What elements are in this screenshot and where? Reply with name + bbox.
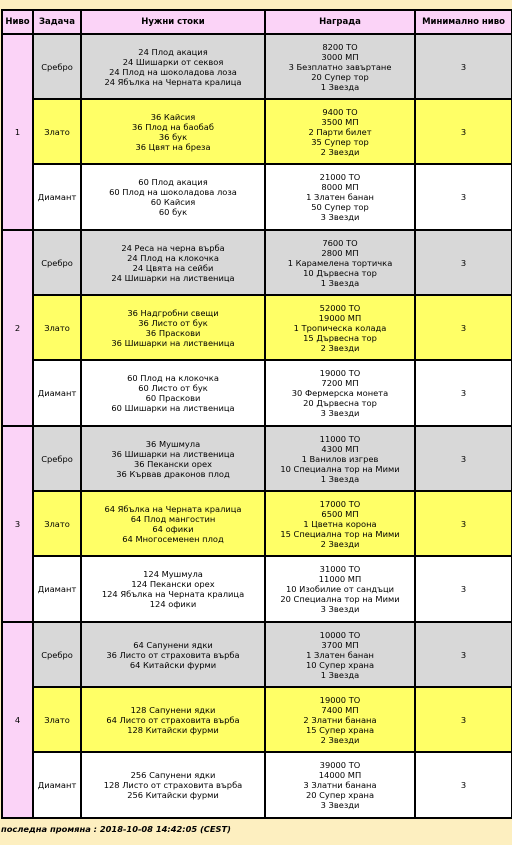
level-cell: 4 [2, 622, 33, 818]
goods-cell [81, 752, 265, 818]
reward-line: 9400 ТО [322, 106, 358, 117]
reward-cell [265, 99, 415, 164]
goods-line: 60 Праскови [145, 393, 201, 403]
goods-line: 128 Сапунени ядки [130, 704, 216, 715]
reward-cell [265, 556, 415, 622]
reward-line: 15 Специална тор на Мими [280, 528, 400, 539]
reward-line: 20 Специална тор на Мими [280, 594, 400, 604]
min-level-cell: 3 [415, 34, 512, 99]
reward-cell [265, 34, 415, 99]
goods-line: 24 Плод на шоколадова лоза [109, 66, 237, 77]
task-cell: Диамант [33, 752, 81, 818]
goods-line: 24 Шишарки от секвоя [122, 56, 224, 67]
reward-line: 1 Звезда [320, 277, 360, 288]
reward-line: 1 Златен банан [306, 192, 374, 202]
goods-cell [81, 491, 265, 556]
goods-line: 256 Китайски фурми [127, 790, 219, 800]
task-cell: Злато [33, 295, 81, 360]
goods-cell [81, 164, 265, 230]
reward-line: 2 Звезди [320, 342, 360, 353]
reward-line: 11000 МП [318, 574, 362, 584]
goods-cell [81, 34, 265, 99]
goods-cell [81, 622, 265, 687]
goods-line: 24 Плод на клокочка [127, 252, 219, 263]
min-level-cell: 3 [415, 360, 512, 426]
reward-line: 2 Звезди [320, 734, 360, 745]
table-row [2, 295, 512, 360]
goods-cell [81, 556, 265, 622]
reward-line: 10 Супер храна [305, 659, 375, 670]
reward-line: 8000 МП [321, 182, 359, 192]
table-row [2, 360, 512, 426]
goods-line: 124 Ябълка на Черната кралица [101, 589, 245, 599]
reward-cell [265, 360, 415, 426]
goods-cell [81, 426, 265, 491]
goods-line: 64 офики [152, 523, 194, 534]
table-row [2, 491, 512, 556]
task-cell: Диамант [33, 360, 81, 426]
reward-line: 2800 МП [321, 247, 359, 258]
reward-line: 50 Супер тор [311, 202, 369, 212]
goods-line: 60 Шишарки на лиственица [111, 403, 235, 413]
goods-line: 64 Многосеменен плод [122, 533, 224, 544]
goods-cell [81, 360, 265, 426]
reward-line: 1 Тропическа колада [293, 322, 387, 333]
reward-cell [265, 752, 415, 818]
reward-line: 1 Ванилов изгрев [301, 453, 379, 464]
goods-line: 36 Мушмула [145, 438, 201, 449]
reward-line: 10 Изобилие от сандъци [285, 584, 395, 594]
header-row [2, 10, 512, 34]
task-cell: Злато [33, 491, 81, 556]
goods-line: 256 Сапунени ядки [130, 770, 216, 780]
goods-cell [81, 295, 265, 360]
reward-cell [265, 426, 415, 491]
table-row [2, 687, 512, 752]
reward-line: 35 Супер тор [311, 136, 369, 147]
goods-line: 24 Шишарки на лиственица [111, 272, 235, 283]
reward-line: 1 Златен банан [306, 649, 374, 660]
min-level-cell: 3 [415, 687, 512, 752]
goods-cell [81, 230, 265, 295]
header-level: Ниво [2, 10, 33, 34]
reward-line: 7400 МП [321, 704, 359, 715]
task-cell: Сребро [33, 34, 81, 99]
goods-line: 60 бук [158, 207, 188, 217]
min-level-cell: 3 [415, 426, 512, 491]
reward-cell [265, 622, 415, 687]
reward-line: 52000 ТО [319, 302, 361, 313]
reward-line: 6500 МП [321, 508, 359, 519]
reward-line: 17000 ТО [319, 498, 361, 509]
table-row [2, 230, 512, 295]
table-row [2, 556, 512, 622]
header-min-level: Минимално ниво [415, 10, 512, 34]
goods-line: 60 Плод на шоколадова лоза [109, 187, 237, 197]
goods-line: 24 Реса на черна върба [121, 242, 225, 253]
min-level-cell: 3 [415, 491, 512, 556]
reward-line: 19000 ТО [319, 368, 361, 378]
goods-line: 36 Надгробни свещи [127, 307, 219, 318]
reward-line: 3 Звезди [320, 604, 360, 614]
reward-line: 2 Парти билет [308, 126, 372, 137]
goods-line: 60 Кайсия [150, 197, 196, 207]
goods-line: 36 бук [158, 131, 188, 142]
reward-line: 11000 ТО [319, 433, 361, 444]
reward-line: 19000 МП [318, 312, 362, 323]
reward-line: 3 Звезди [320, 212, 360, 222]
reward-cell [265, 230, 415, 295]
task-cell: Сребро [33, 230, 81, 295]
goods-cell [81, 99, 265, 164]
reward-line: 4300 МП [321, 443, 359, 454]
reward-line: 30 Фермерска монета [291, 388, 389, 398]
goods-line: 24 Цвята на сейби [132, 262, 214, 273]
min-level-cell: 3 [415, 752, 512, 818]
reward-line: 15 Супер храна [305, 724, 375, 735]
reward-cell [265, 491, 415, 556]
table-row [2, 622, 512, 687]
reward-line: 7600 ТО [322, 237, 358, 248]
goods-line: 36 Кървав драконов плод [116, 468, 230, 479]
header-task: Задача [33, 10, 81, 34]
goods-line: 60 Плод акация [138, 177, 208, 187]
goods-line: 60 Плод на клокочка [127, 373, 219, 383]
goods-line: 36 Плод на баобаб [132, 121, 214, 132]
min-level-cell: 3 [415, 622, 512, 687]
reward-line: 3 Звезди [320, 800, 360, 810]
goods-line: 36 Кайсия [150, 111, 196, 122]
reward-line: 3 Звезди [320, 408, 360, 418]
goods-line: 64 Листо от страховита върба [106, 714, 240, 725]
goods-line: 36 Праскови [145, 327, 201, 338]
goods-line: 64 Сапунени ядки [133, 639, 213, 650]
reward-line: 1 Цветна корона [303, 518, 377, 529]
reward-line: 7200 МП [321, 378, 359, 388]
reward-line: 39000 ТО [319, 760, 361, 770]
table-row [2, 164, 512, 230]
goods-line: 36 Листо от бук [138, 317, 208, 328]
goods-line: 124 Пекански орех [131, 579, 215, 589]
quest-table [1, 9, 512, 819]
goods-line: 64 Китайски фурми [129, 659, 217, 670]
reward-line: 15 Дървесна тор [303, 332, 377, 343]
reward-line: 2 Звезди [320, 146, 360, 157]
table-row [2, 99, 512, 164]
reward-line: 8200 ТО [322, 41, 358, 52]
task-cell: Злато [33, 687, 81, 752]
min-level-cell: 3 [415, 556, 512, 622]
reward-cell [265, 164, 415, 230]
task-cell: Злато [33, 99, 81, 164]
level-cell: 1 [2, 34, 33, 230]
min-level-cell: 3 [415, 295, 512, 360]
header-goods: Нужни стоки [81, 10, 265, 34]
goods-line: 36 Пекански орех [133, 458, 213, 469]
header-reward: Награда [265, 10, 415, 34]
reward-line: 10 Дървесна тор [303, 267, 377, 278]
goods-line: 24 Ябълка на Черната кралица [104, 76, 242, 87]
reward-line: 3500 МП [321, 116, 359, 127]
reward-cell [265, 295, 415, 360]
reward-line: 2 Златни банана [303, 714, 377, 725]
reward-line: 20 Дървесна тор [303, 398, 377, 408]
task-cell: Сребро [33, 426, 81, 491]
quest-table-body [2, 34, 512, 818]
reward-line: 1 Карамелена тортичка [287, 257, 393, 268]
reward-cell [265, 687, 415, 752]
last-modified: последна промяна : 2018-10-08 14:42:05 (CEST) [1, 824, 231, 834]
task-cell: Диамант [33, 556, 81, 622]
reward-line: 3 Златни банана [303, 780, 377, 790]
reward-line: 20 Супер храна [305, 790, 375, 800]
reward-line: 10000 ТО [319, 629, 361, 640]
reward-line: 1 Звезда [320, 473, 360, 484]
min-level-cell: 3 [415, 230, 512, 295]
task-cell: Диамант [33, 164, 81, 230]
min-level-cell: 3 [415, 99, 512, 164]
reward-line: 1 Звезда [320, 669, 360, 680]
reward-line: 2 Звезди [320, 538, 360, 549]
goods-line: 36 Шишарки на лиственица [111, 448, 235, 459]
goods-cell [81, 687, 265, 752]
reward-line: 1 Звезда [320, 81, 360, 92]
min-level-cell: 3 [415, 164, 512, 230]
reward-line: 21000 ТО [319, 172, 361, 182]
task-cell: Сребро [33, 622, 81, 687]
goods-line: 124 Мушмула [143, 569, 203, 579]
goods-line: 128 Листо от страховита върба [103, 780, 243, 790]
goods-line: 128 Китайски фурми [127, 724, 219, 735]
goods-line: 36 Листо от страховита върба [106, 649, 240, 660]
level-cell: 2 [2, 230, 33, 426]
goods-line: 124 офики [149, 599, 197, 609]
reward-line: 3000 МП [321, 51, 359, 62]
reward-line: 31000 ТО [319, 564, 361, 574]
goods-line: 36 Шишарки на лиственица [111, 337, 235, 348]
reward-line: 3 Безплатно завъртане [288, 61, 392, 72]
goods-line: 24 Плод акация [138, 46, 208, 57]
reward-line: 10 Специална тор на Мими [280, 463, 400, 474]
reward-line: 3700 МП [321, 639, 359, 650]
reward-line: 20 Супер тор [311, 71, 369, 82]
level-cell: 3 [2, 426, 33, 622]
goods-line: 36 Цвят на бреза [135, 141, 211, 152]
goods-line: 64 Ябълка на Черната кралица [104, 503, 242, 514]
reward-line: 14000 МП [318, 770, 362, 780]
table-row [2, 34, 512, 99]
reward-line: 19000 ТО [319, 694, 361, 705]
table-row [2, 426, 512, 491]
table-row [2, 752, 512, 818]
goods-line: 60 Листо от бук [138, 383, 208, 393]
goods-line: 64 Плод мангостин [130, 513, 216, 524]
